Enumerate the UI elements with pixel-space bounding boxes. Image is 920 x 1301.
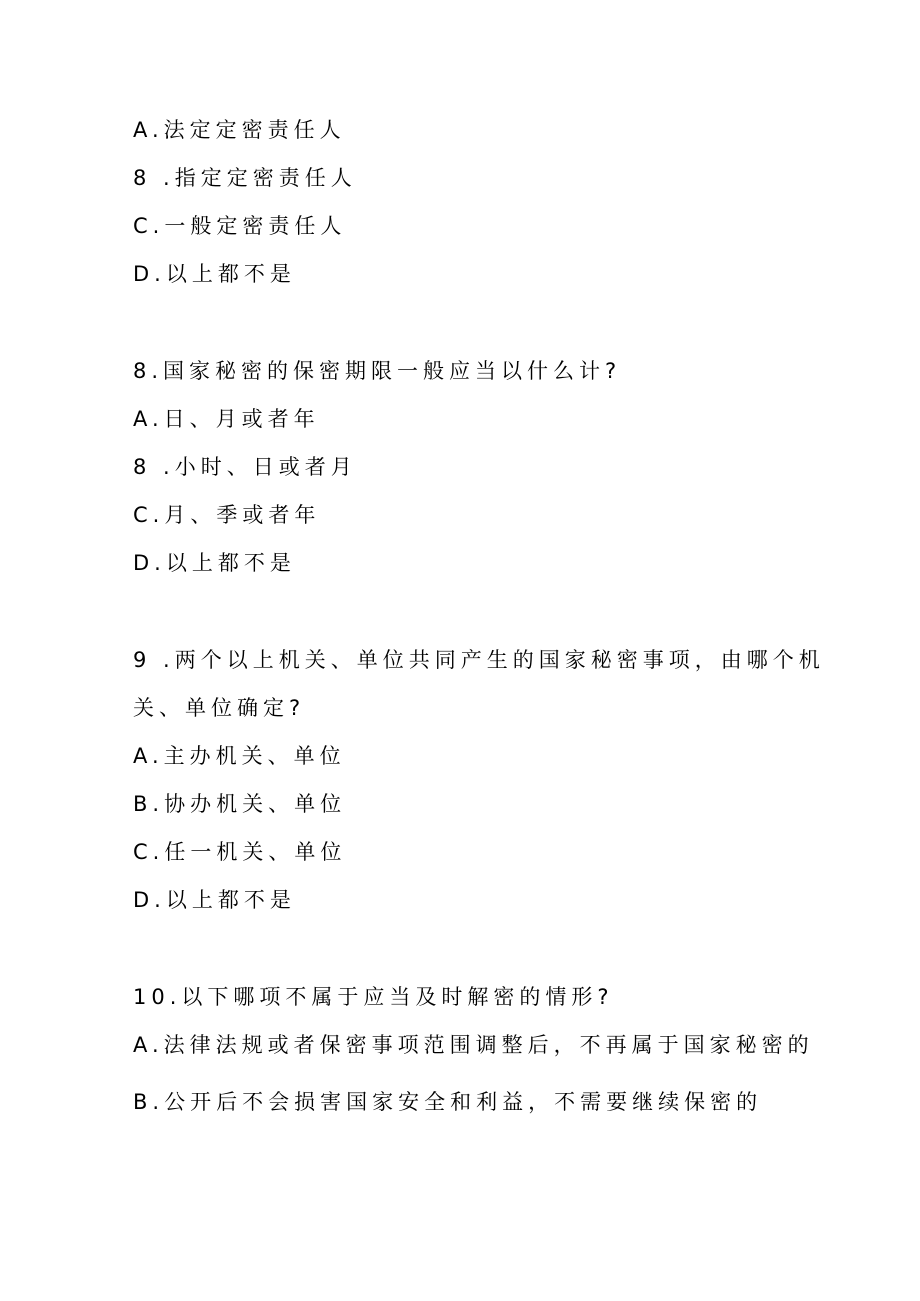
option-b: B.公开后不会损害国家安全和利益，不需要继续保密的 bbox=[133, 1090, 763, 1114]
option-d: D.以上都不是 bbox=[133, 551, 296, 575]
option-b: B.协办机关、单位 bbox=[133, 792, 347, 816]
question-9-line-1: 9 .两个以上机关、单位共同产生的国家秘密事项，由哪个机 bbox=[133, 648, 825, 672]
option-c: C.月、季或者年 bbox=[133, 503, 321, 527]
option-a: A.日、月或者年 bbox=[133, 407, 320, 431]
option-d: D.以上都不是 bbox=[133, 888, 296, 912]
option-b: 8 .指定定密责任人 bbox=[133, 166, 357, 190]
option-c: C.任一机关、单位 bbox=[133, 840, 347, 864]
question-9-line-2: 关、单位确定? bbox=[133, 696, 306, 720]
option-a: A.法律法规或者保密事项范围调整后，不再属于国家秘密的 bbox=[133, 1033, 814, 1057]
option-b: 8 .小时、日或者月 bbox=[133, 455, 357, 479]
option-d: D.以上都不是 bbox=[133, 262, 296, 286]
question-8: 8.国家秘密的保密期限一般应当以什么计? bbox=[133, 359, 622, 383]
option-a: A.主办机关、单位 bbox=[133, 744, 346, 768]
option-c: C.一般定密责任人 bbox=[133, 214, 347, 238]
option-a: A.法定定密责任人 bbox=[133, 118, 346, 142]
question-10: 10.以下哪项不属于应当及时解密的情形? bbox=[133, 985, 614, 1009]
